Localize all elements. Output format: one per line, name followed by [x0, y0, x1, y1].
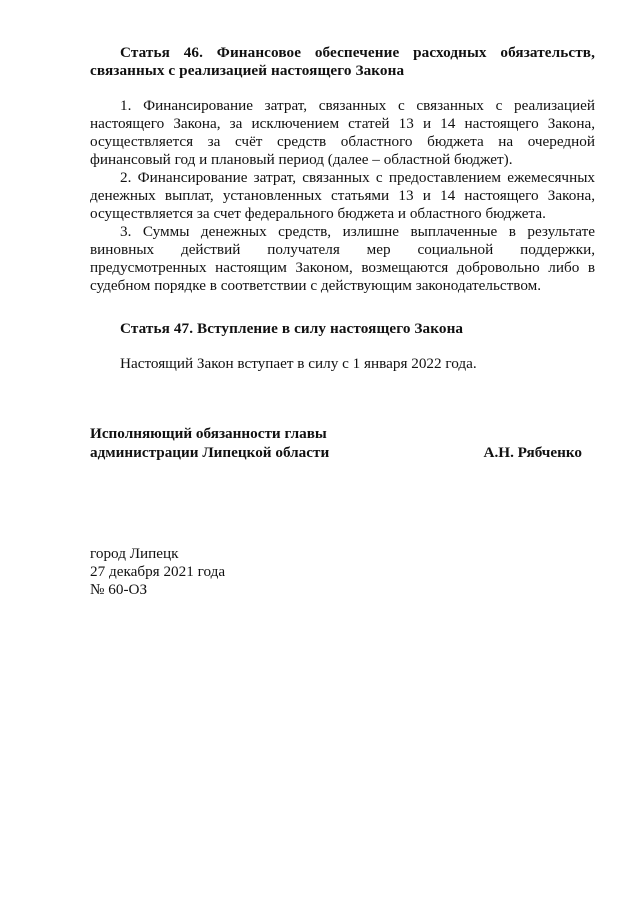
article-46-body [90, 97, 595, 295]
document-footer [90, 545, 225, 599]
footer-number: № 60-ОЗ [90, 581, 148, 598]
article-46-paragraph-1: 1. Финансирование затрат, связанных с связанных с реализацией настоящего Закона, за исключением статей 13 и 14 настоящего Закона, осуществляется за счёт средств областного бюджета на очередной финансовый год и плановый период (далее – областной бюджет). [90, 97, 595, 168]
signature-position [90, 424, 329, 462]
signature-name: А.Н. Рябченко [483, 444, 582, 461]
article-46-paragraph-2: 2. Финансирование затрат, связанных с предоставлением ежемесячных денежных выплат, установленных статьями 13 и 14 настоящего Закона, осуществляется за счет федерального бюджета и областного бюджета. [90, 169, 595, 222]
article-47-body [90, 355, 595, 373]
footer-date: 27 декабря 2021 года [90, 563, 226, 580]
signature-position-line-1: Исполняющий обязанности главы [90, 425, 327, 442]
article-47-paragraph: Настоящий Закон вступает в силу с 1 января 2022 года. [120, 355, 477, 372]
article-46-heading: Статья 46. Финансовое обеспечение расходных обязательств, связанных с реализацией настоящего Закона [90, 44, 595, 79]
signature-position-line-2: администрации Липецкой области [90, 444, 330, 461]
footer-city: город Липецк [90, 545, 179, 562]
article-47-heading: Статья 47. Вступление в силу настоящего Закона [120, 320, 464, 337]
article-46-paragraph-3: 3. Суммы денежных средств, излишне выплаченные в результате виновных действий получателя мер социальной поддержки, предусмотренных настоящим Законом, возмещаются добровольно либо в судебном порядке в соответствии с действующим законодательством. [90, 223, 595, 294]
